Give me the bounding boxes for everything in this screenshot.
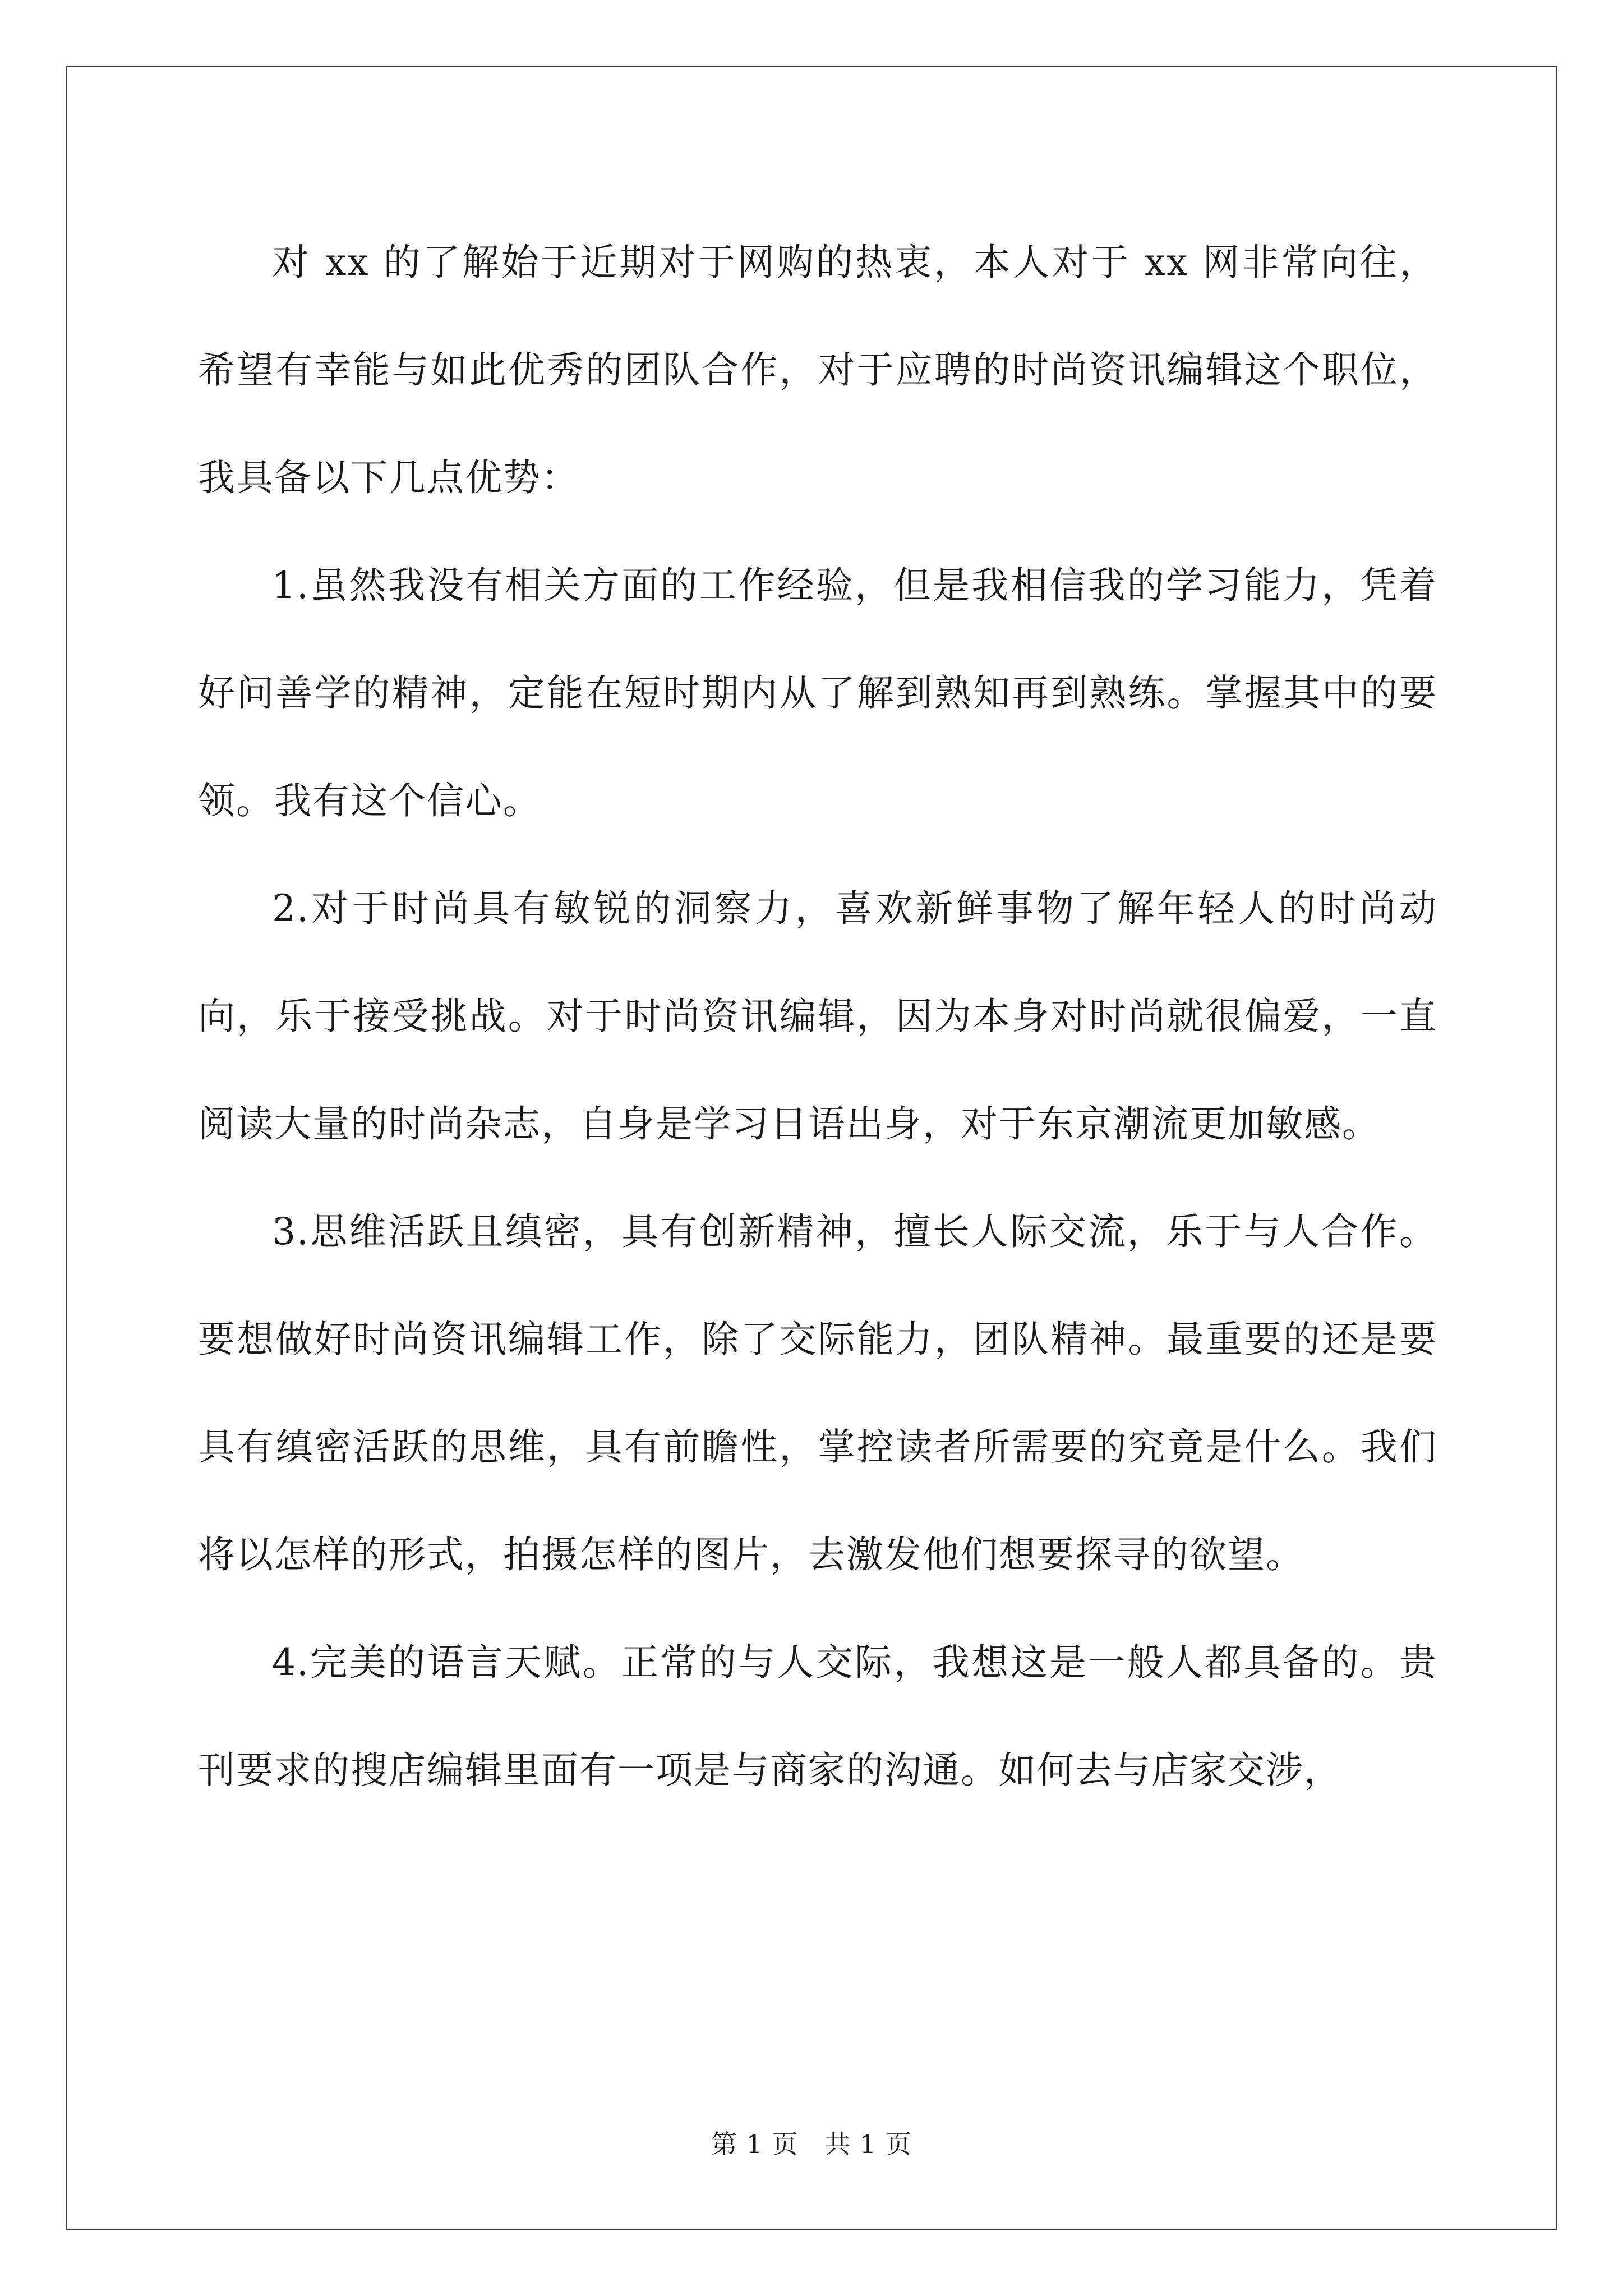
page-number-current: 第 1 页 bbox=[711, 2129, 799, 2159]
paragraph-point-1: 1.虽然我没有相关方面的工作经验，但是我相信我的学习能力，凭着好问善学的精神，定能在短时期内从了解到熟知再到熟练。掌握其中的要领。我有这个信心。 bbox=[198, 564, 1437, 822]
paragraph-point-4: 4.完美的语言天赋。正常的与人交际，我想这是一般人都具备的。贵刊要求的搜店编辑里面有一项是与商家的沟通。如何去与店家交涉， bbox=[198, 1641, 1437, 1792]
document-body bbox=[198, 209, 1437, 1824]
paragraph-point-3: 3.思维活跃且缜密，具有创新精神，擅长人际交流，乐于与人合作。要想做好时尚资讯编辑工作，除了交际能力，团队精神。最重要的还是要具有缜密活跃的思维，具有前瞻性，掌控读者所需要的究竟是什么。我们将以怎样的形式，拍摄怎样的图片，去激发他们想要探寻的欲望。 bbox=[198, 1210, 1437, 1576]
paragraph-intro: 对 xx 的了解始于近期对于网购的热衷，本人对于 xx 网非常向往，希望有幸能与如此优秀的团队合作，对于应聘的时尚资讯编辑这个职位，我具备以下几点优势： bbox=[198, 241, 1437, 499]
footer-spacer bbox=[799, 2129, 825, 2159]
page-number-total: 共 1 页 bbox=[824, 2129, 912, 2159]
paragraph-point-2: 2.对于时尚具有敏锐的洞察力，喜欢新鲜事物了解年轻人的时尚动向，乐于接受挑战。对于时尚资讯编辑，因为本身对时尚就很偏爱，一直阅读大量的时尚杂志，自身是学习日语出身，对于东京潮流更加敏感。 bbox=[198, 887, 1437, 1145]
page-footer bbox=[0, 2127, 1623, 2161]
